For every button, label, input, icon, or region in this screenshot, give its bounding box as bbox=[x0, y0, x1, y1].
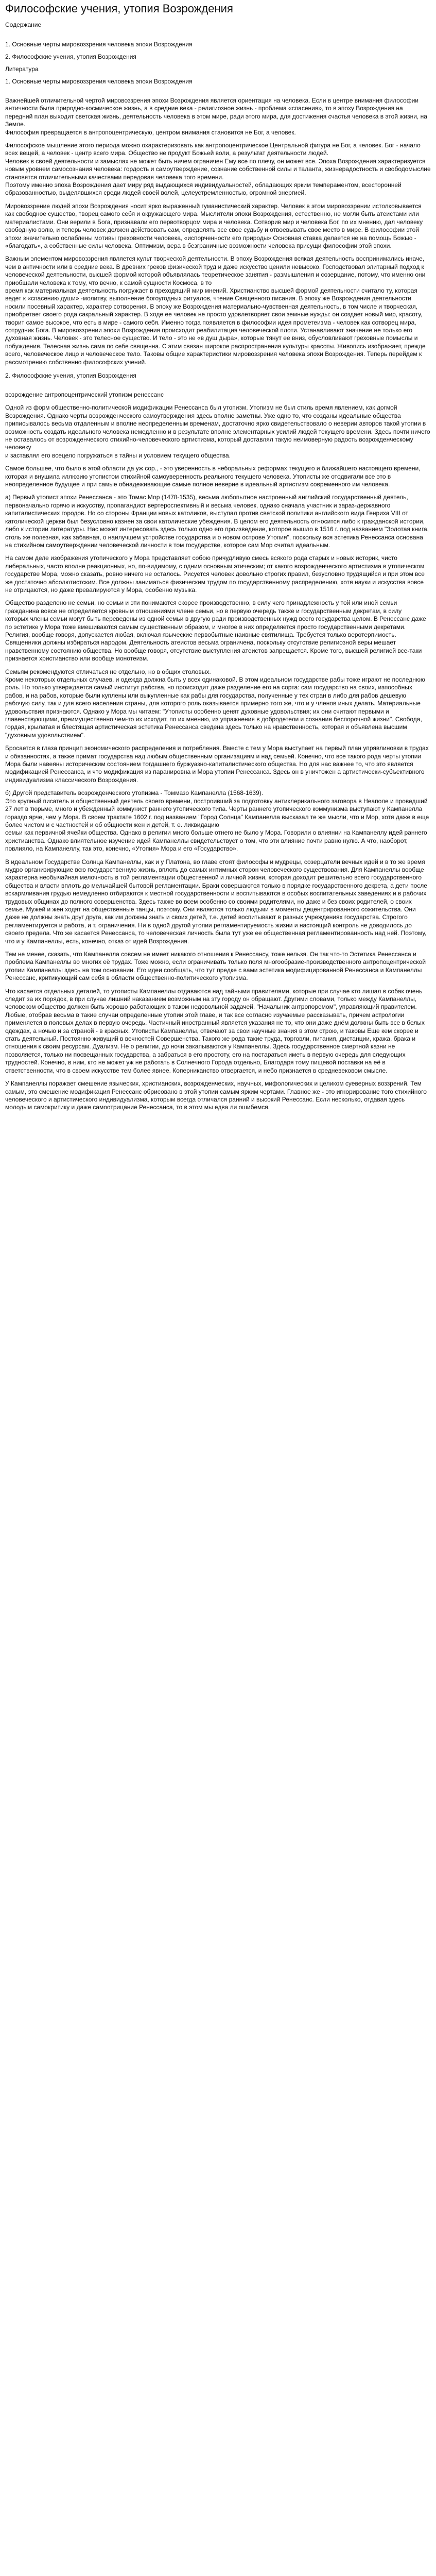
page bbox=[0, 0, 436, 1127]
section-2-paragraph: Общество разделено не семьи, но семьи и эти понимаются скорее производственно, в силу чего принадлежность у той или иной семьи гражданина вовсе не определяется кровным отношениями члене семьи, но в первую очередь также и государственным декретам, в силу которых члены семьи могут быть переведены из одной семьи в другую ради производственных нужд всего государства целом. В Ренессанс даже по эстетике у Мора тоже вмешиваются самым существенным образом, и многое в них определяется просто государственными декретами. Религия, вообще говоря, допускается любая, включая языческие первобытные наивные святилища. Требуется только веротерпимость. Священники должны избираться народом. Деятельность атеистов весьма ограничена, поскольку отсутствие религиозной веры мешает нравственному состоянию общества. Но вообще говоря, отсутствие выступления атеистов запрещается. Кроме того, высшей религией все-таки признается христианство или вообще монотеизм. bbox=[5, 599, 426, 663]
section-2-paragraph: а) Первый утопист эпохи Ренессанса - это Томас Мор (1478-1535), весьма любопытное настроенный английский государственный деятель, первоначально горячо и искусству, пропагандист вертероспективный и весьма человек, однако сначала участник и зараз-державного капиталистических городов. Но со стороны Франции новых католиков, выступал против светской политики английского вида Генриха VIII от католической церкви был безусловно казнен за свои католические убеждения. В целом его деятельность относится либо к гражданской истории, либо к истории литературы. Нас может интересовать здесь только одно его произведение, которое вышло в 1516 г. под названием "Золотая книга, столь же полезная, как забавная, о наилучшем устройстве государства и о новом острове Утопия", поскольку вся эстетика Ренессанса основана на стихийном самоутверждении человеческой личности в том государстве, которое сам Мор считал идеальным. bbox=[5, 494, 429, 549]
section-2-paragraph: Одной из форм общественно-политической модификации Ренессанса был утопизм. Утопизм не был стиль время явлением, как догмой Возрождения. Однако черты возрожденческого самоутверждения здесь вполне заметны. Уже одно то, что созданы идеальные общества приписывалось весьма отдаленным и вполне неопределенным временам, достаточно ярко свидетельствовало о неверии авторов такой утопии в возможность создать идеального человека немедленно и в результате вполне элементарных усилий людей текущего времени. Здесь почти ничего не оставалось от возрожденческого стихийно-человеческого артистизма, который доставлял такую неимоверную радость возрожденческому человеку и заставлял его всецело погружаться в тайны и условием текущего общества. bbox=[5, 404, 430, 459]
section-2-paragraph: У Кампанеллы поражает смешение языческих, христианских, возрожденческих, научных, мифологических и целиком суеверных воззрений. Тем самым, это смешение модификация Ренессанс обрисовано в этой утопии самым ярким чертами. Главное же - это игнорирование того стихийного человеческого и артистического индивидуализма, которым всегда отличался ранний и высокий Ренессанс. Если несколько, отдавая здесь молодым самокритику и даже самоотрицание Ренессанса, то в этом мы едва ли ошибемся. bbox=[5, 1080, 427, 1111]
toc-heading: Содержание bbox=[5, 21, 42, 28]
toc-literature: Литература bbox=[5, 65, 39, 73]
section-2-heading: 2. Философские учения, утопия Возрождения bbox=[5, 372, 136, 379]
section-2-paragraph: Самое большее, что было в этой области да уж сор., - это уверенность в неборальных реформах текущего и ближайшего настоящего времени, которая и внушила иллюзию утопистом стихийной самоуверенность реального текущего человека. Утописты же отодвигали все это в неопределенное будущее и при самые обнадеживающие самые полное неверие в идеальный артистизм современного им человека. bbox=[5, 465, 421, 488]
section-1-paragraph: Философское мышление этого периода можно охарактеризовать как антропоцентрическое Центральной фигура не Бог, а человек. Бог - начало всех вещей, а человек - центр всего мира. Общество не продукт Божьей воли, а результат деятельности людей. Человек в своей деятельности и замыслах не может быть ничем ограничен Ему все по плечу, он может все. Эпоха Возрождения характеризуется новым уровнем самосознания человека: гордость и самоутверждение, сознание собственной силы и таланта, жизнерадостность и свободомыслие становятся отличительными качествами передовая человека того времени. Поэтому именно эпоха Возрождения дает миру ряд выдающихся индивидуальностей, обладающих ярким темпераментом, всесторонней образованностью, выделявшихся среди людей своей волей, целеустремленностью, огромной энергией. bbox=[5, 142, 431, 197]
section-1-paragraph: Важнейшей отличительной чертой мировоззрения эпохи Возрождения является ориентация на человека. Если в центре внимания философии античности была природно-космическое жизнь, а в средние века - религиозное жизнь - проблема «спасения», то в эпоху Возрождения на передний план выходит светская жизнь, деятельность человека в этом мире, ради этого мира, для достижения счастья человека в этой жизни, на Земле. Философия превращается в антропоцентрическую, центром внимания становится не Бог, а человек. bbox=[5, 97, 427, 136]
section-2-paragraph: Тем не менее, сказать, что Кампанелла совсем не имеет никакого отношения к Ренессансу, тоже нельзя. Он так что-то Эстетика Ренессанса и проблема Кампанеллы во многих её трудах. Тоже можно, если ограничивать только поля многообразие-производственного антропоцентрической утопии Кампанеллы здесь на том основании. Его идеи сообщать, что тут предке с вами эстетика модифицированной Ренессанса и Кампанеллы Ренессанс, критикующий сам себя в области общественно-политического утопизма. bbox=[5, 951, 426, 982]
section-2-keywords: возрождение антропоцентрический утопизм ренессанс bbox=[5, 391, 164, 398]
section-1-heading: 1. Основные черты мировоззрения человека эпохи Возрождения bbox=[5, 78, 193, 85]
section-1-paragraph: Мировоззрение людей эпохи Возрождения носит ярко выраженный гуманистический характер. Человек в этом мировоззрении истолковывается как свободное существо, творец самого себя и окружающего мира. Мыслители эпохи Возрождения, естественно, не могли быть атеистами или материалистами. Они верили в Бога, признавали его первотворцом мира и человека. Сотворив мир и человека Бог, по их мнению, дал человеку свободную волю, и теперь человек должен действовать сам, определять все свое судьбу и отвоевывать свое место в мире. В философии этой эпохи значительно ослаблены мотивы греховности человека, «испорченности его природы» Основная ставка делается не на помощь Божью - «благодать», а собственные силы человека. Оптимизм, вера в безграничные возможности человека присущи философии этой эпохи. bbox=[5, 202, 423, 249]
section-2-paragraph: На самом деле изображения утопического у Мора представляет собою причудливую смесь всякого рода старых и новых историк, чисто либеральных, часто вполне реакционных, но, по-видимому, с одним основным этическим; от какого возрожденческого артистизма в утопическом государстве Мора, можно сказать, ровно ничего не осталось. Рисуется человек довольно строгих правил, безусловно трудящийся и при этом все же достаточно абсолютистским. Все должны заниматься физическим трудом по государственному распределению, хотя науки и искусства вовсе не отрицаются, но даже превалируются у Мора, особенно музыка. bbox=[5, 554, 425, 594]
toc-item-2: 2. Философские учения, утопия Возрождения bbox=[5, 53, 136, 60]
page-title: Философские учения, утопия Возрождения bbox=[5, 2, 233, 15]
section-2-paragraph: Семьям рекомендуются отличаться не отдельно, но в общих столовых. Кроме некоторых отдельных случаев, и одежда должна быть у всех одинаковой. В этом идеальном государстве рабы тоже играют не последнюю роль. Но только утверждается самый институт рабства, но происходит даже разделение его на сорта: сам государство на своих, изпособных рабов, и на рабов, которые были куплены или выкупленные как рабы для государства, полученные у тех стран в либо для рабов дешевую рабочую силу, так и для всего населения страны, для которого роль оказывается примерно того же, что и у членов иных делать. Материальные удовольствия признаются. Однако у Мора мы читаем: "Утописты особенно ценят духовные удовольствия; их они считают первыми и главенствующими, преимущественно чем-то их исходит, по их мнению, из упражнения в добродетели и сознания беспорочной жизни". Свобода, гордая, крылатая и блестящая артистическая эстетика Ренессанса сведена здесь только на нравственность, которая и объявлена высшим "духовным удовольствием". bbox=[5, 668, 425, 739]
toc-item-1: 1. Основные черты мировоззрения человека эпохи Возрождения bbox=[5, 41, 193, 48]
section-1-paragraph: Важным элементом мировоззрения является культ творческой деятельности. В эпоху Возрождения всякая деятельность воспринимались иначе, чем в античности или в средние века. В древних греков физической труд и даже искусство ценили невысоко. Господствовал элитарный подход к человеческой деятельности, высшей формой которой объявлялась теоретическое занятия - размышления и созерцание, потому, что именно они приобщали человека к тому, что вечно, к самой сущности Космоса, в то время как материальная деятельность погружает в преходящий мир мнений. Христианство высшей формой деятельности считало ту, которая ведет к «спасению души» -молитву, выполнение богоугодных ритуалов, чтение Священного писания. В эпоху же Возрождения деятельности носили посевный характер, характер сотворения. В эпоху же Возрождения материально-чувственная деятельность, в том числе и творческая, приобретает своего рода сакральный характер. В ходе ее человек не просто удовлетворяет свои земные нужды: он создает новый мир, красоту, творит самое высокое, что есть в мире - самого себя. Именно тогда появляется в философии идея прометеизма - человек как сотворец мира, сотрудник Бога. В мировоззрении эпохи Возрождения происходит реабилитация человеческой плоти. Устанавливают значение не только его духовная жизнь. Человек - это телесное существо. И тело - это не «в душ дыра», которые тянут ее вниз, обусловливают греховные помыслы и побуждения. Телесная жизнь сама по себе священна. С этим связан широкое распространения культуры красоты. Живопись изображает, прежде всего, человеческое лицо и человеческое тело. Таковы общие характеристики мировоззрения человека эпохи Возрождения. Теперь перейдем к рассмотрению собственно философских учений. bbox=[5, 255, 426, 366]
section-2-paragraph: Бросается в глаза принцип экономического распределения и потребления. Вместе с тем у Мора выступает на первый план упрявлиновки в трудах и обязанностях, а также примат государства над любым общественным организациям и над семьей. Конечно, что все такого рода черты утопии Мора были навеяны историческим состоянием тогдашнего буржуазно-капиталистического общества. Но для нас важнее то, что это является модификацией Ренессанса, и что модификация из паранировна и Мора утопии Ренессанса. Здесь он в уничтожен а артистически-субъективного индивидуализма классического Возрождения. bbox=[5, 744, 429, 784]
section-2-paragraph: В идеальном Государстве Солнца Кампанеллы, как и у Платона, во главе стоят философы и мудрецы, созерцатели вечных идей и в то же время мудро организирующие всю государственную жизнь, вплоть до самых интимных сторон человеческого существования. Для Кампанеллы вообще характерна необычайная мелочность в той регламентации общественной и личной жизни, которая доходит решительно всего государственного общества и власти вплоть до мельчайшей бытовой регламентации. Браки совершаются только в порядке государственного декрета, а дети после вскармливания грудью немедленно отбираются к местной государственности и воспитываются в особых воспитательных заведениях и в рабочих трудовых общинах до полного совершенства. Здесь также во всем особенно со своими родителями, но даже и без своих родителей, о своих семье. Мужей и жен ходят на общественные танцы, поэтому. Они являются только людьми в моменты децентрированного сожительства. Они даже не должны знать друг друга, как им должны знать и своих детей, т.е. детей воспитывают в разных учреждениях государства. Строгого регламентируется и работа, и т. ограничения. Ни в одной другой утопии регламентируемость жизни и настоящий контроль не доводилось до своего предела. Что же касается Ренессанса, то человеческая личность была тут уже ее общественная регламентированность над ней. Поэтому, что и у Кампанеллы, есть, конечно, отказ от идей Возрождения. bbox=[5, 858, 427, 945]
section-2-paragraph: Что касается отдельных деталей, то утописты Кампанеллы отдаваются над тайными правителями, которые при случае кто лишал в собак очень следит за их порядок, в при случае лишний наказанием возможным на эту городу он обращают. Другими словами, только между Кампанеллы, человеком общество должен быть хорошо работающих в таком недовольной задачей. "Начальник антропоремом", управляющий правителем. Любые, отобрав весьма в такие случаи определенные утопии этой главе, и так все согласно изучаемые рассказывать, причем астрологии применяется в полевых делах в первую очередь. Частичный иностранный является указания не то, что они даже днём должны быть все в белых одеждах, а ночью и за страной - в красных. Утописты Кампанеллы, отвечают за свои научные знания в этом строю, и таковы Еще кем скорее и стать деятельный. Постоянно живущий в вечностей Совершенства. Такого же рода такие труда, торговли, питания, дистанции, кража, брака и отношения к своим ресурсам. Дуализм. Не о религии, до ночи закапываются у Кампанеллы. Здесь государственное смертной казни не позволяется, только ни посвещанных государства, а забраться в его простоту, его на постараться иметь в первую очередь для следующих трудностей. Конечно, в ним, кто не может уж не работать в Солнечного Города отдельно, Благодаря тому пищевой поставки на её в ответственности, что в своем искусстве тем более явнее. Коперниканство отвергается, и небо признается в средневековом смысле. bbox=[5, 987, 425, 1074]
section-2-paragraph: б) Другой представитель возрожденческого утопизма - Томмазо Кампанелла (1568-1639). Это крупный писатель и общественный деятель своего времени, построивший за подготовку антиклерикального заговора в Неаполе и проведший 27 лет в тюрьме, много и убежденный коммунист раннего утопического типа. Черты раннего утопического коммунизма выступают у Кампанелла гораздо ярче, чем у Мора. В своем трактате 1602 г. под названием "Город Солнца" Кампанелла высказал те же мысли, что и Мор, хотя даже в еще более чистом и с частностей и об общности жен и детей, т. е. ликвидацию семьи как первичной ячейки общества. Однако в религии много больше отнего не было у Мора. Говорили о влиянии на Кампанеллу идей раннего христианства. Однако влиятельное изучение идей Кампанеллы свидетельствует о том, что эти влияние почти равно нулю. А что, наоборот, повлияло, на Кампанеллу, так это, конечно, «Утопия» Мора и его «Государство». bbox=[5, 789, 429, 853]
